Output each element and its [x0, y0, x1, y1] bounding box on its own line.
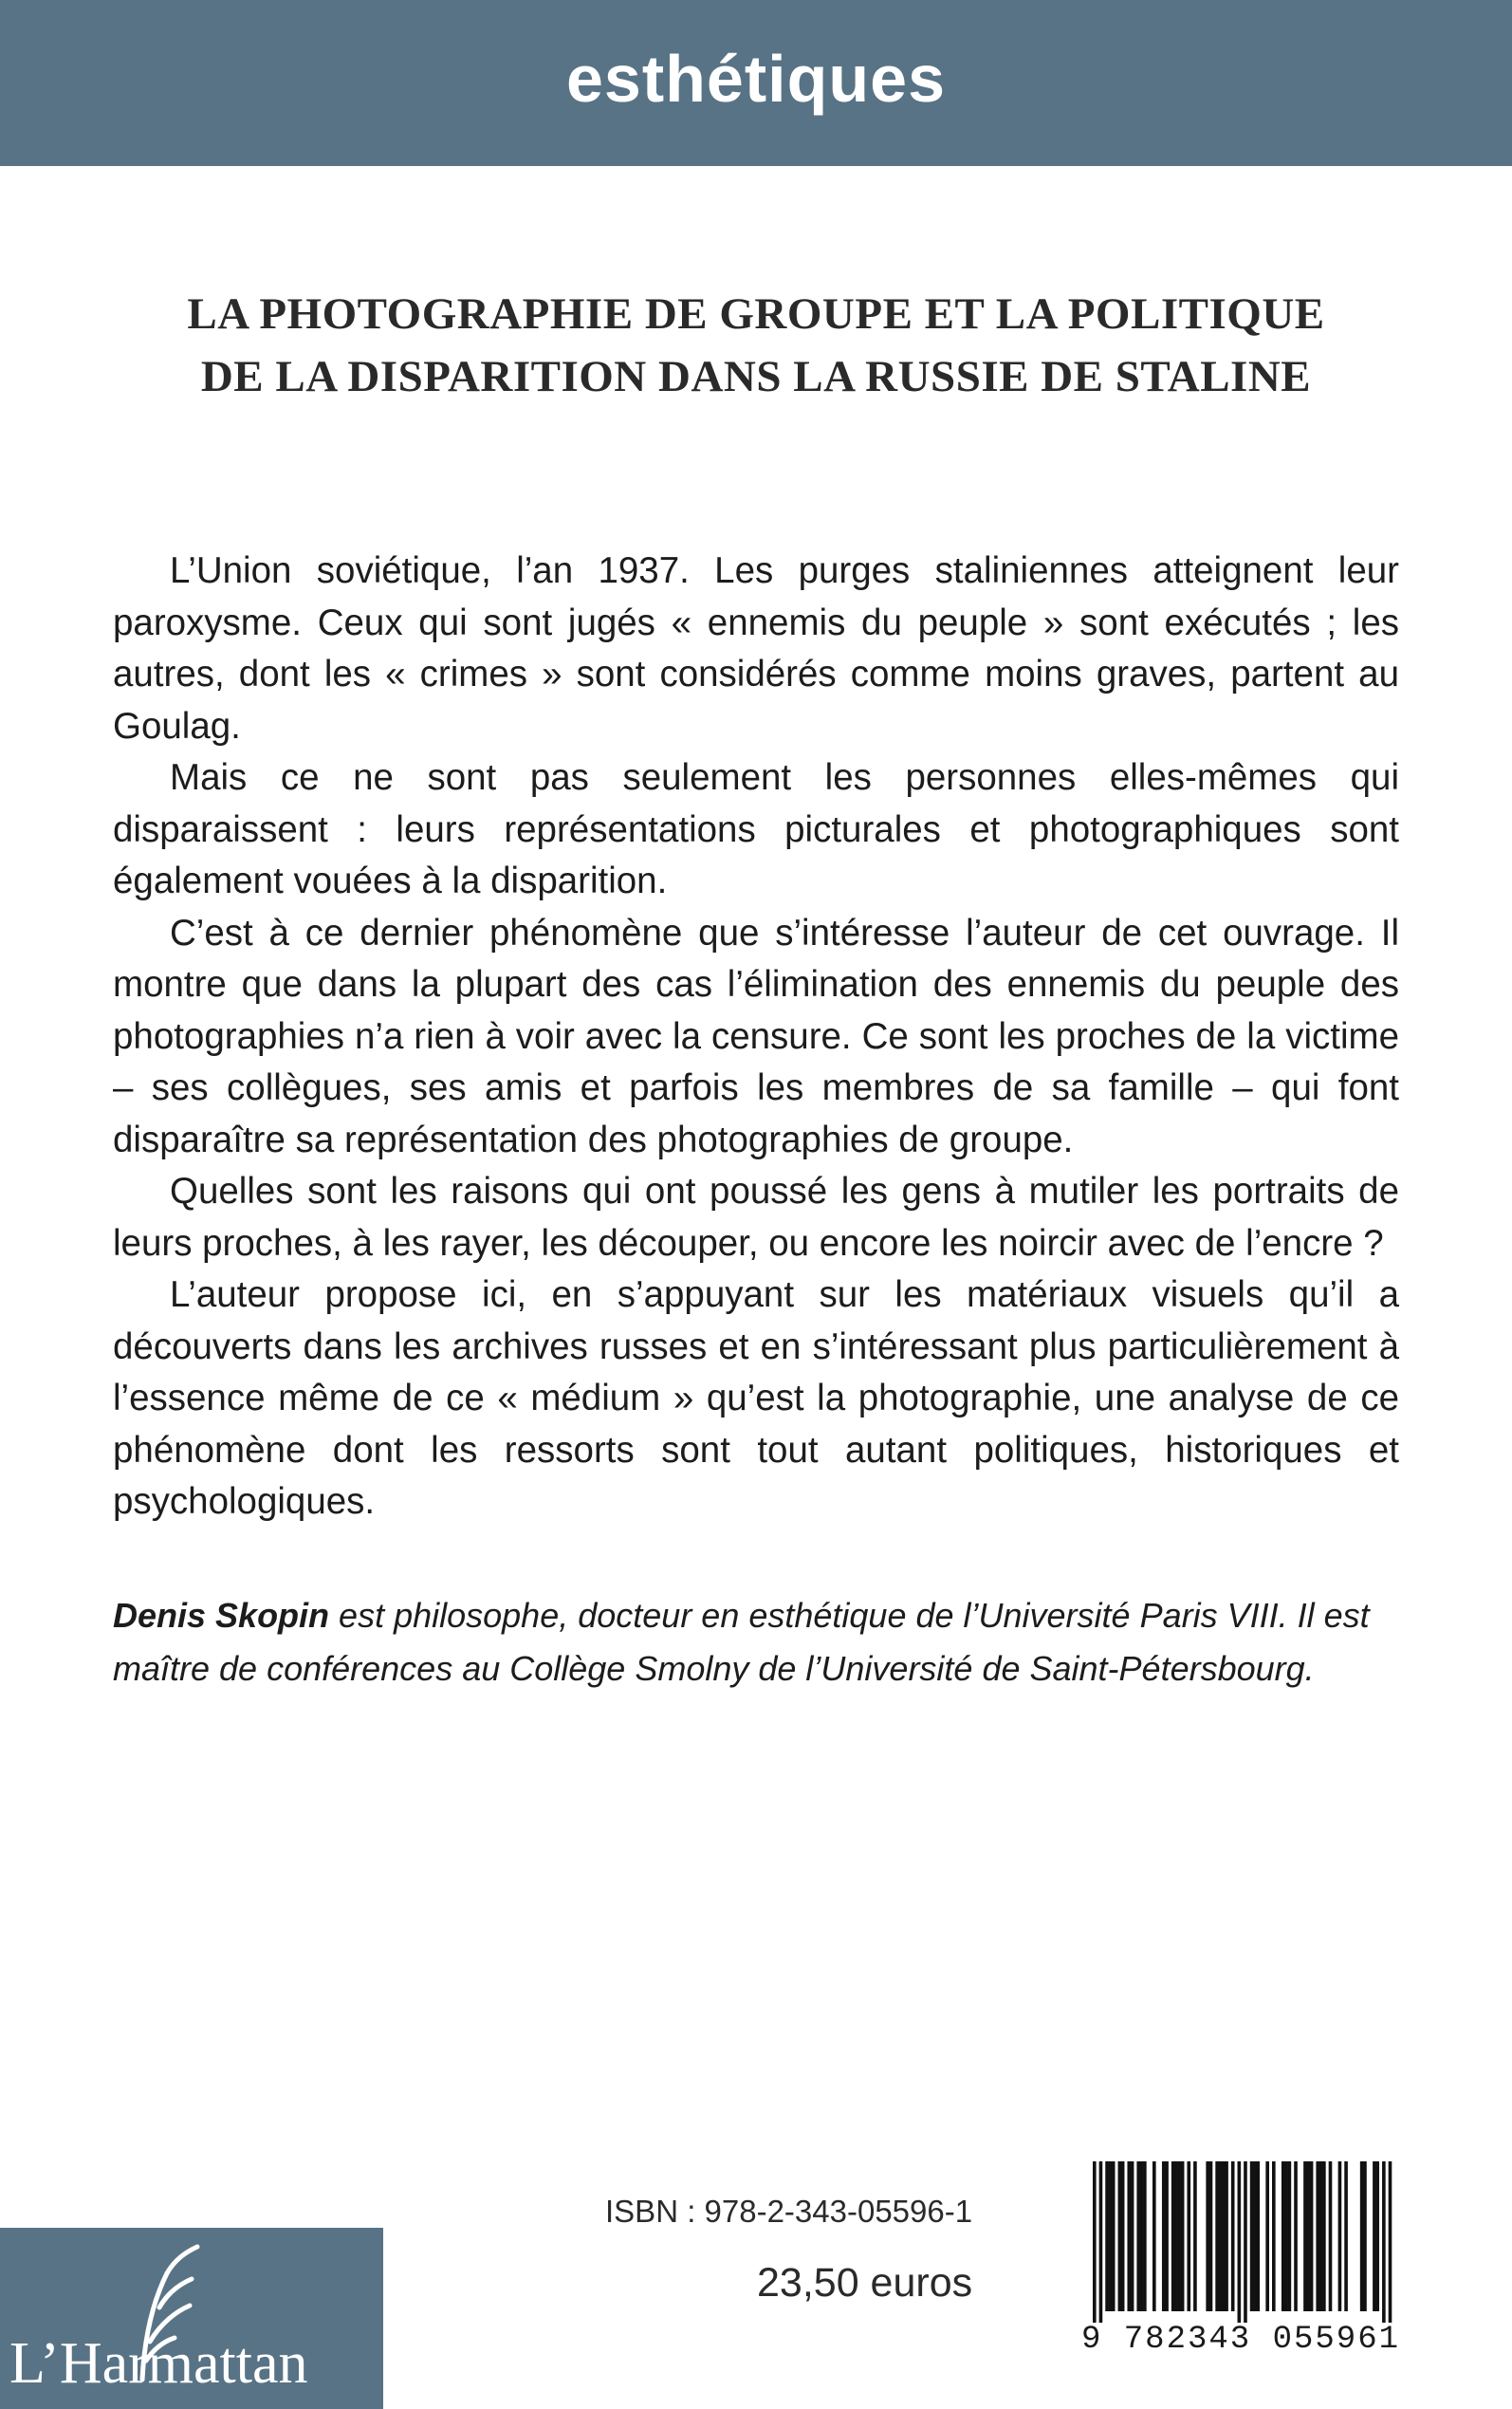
- barcode-bar: [1215, 2161, 1219, 2311]
- barcode-bar: [1109, 2161, 1113, 2311]
- barcode-bar: [1165, 2161, 1169, 2311]
- barcode-digits: 9 782343 055961: [1080, 2322, 1401, 2355]
- summary-paragraph: Mais ce ne sont pas seulement les personnes elles-mêmes qui disparaissent : leurs représentations picturales et photographiques sont également vouées à la disparition.: [113, 757, 1399, 901]
- barcode-bar: [1187, 2161, 1190, 2311]
- barcode-bar: [1118, 2161, 1122, 2311]
- barcode-bar: [1206, 2161, 1209, 2311]
- barcode-bar: [1282, 2161, 1285, 2311]
- barcode-bar: [1253, 2161, 1257, 2311]
- publisher-logo: [0, 2228, 383, 2409]
- barcode-bar: [1193, 2161, 1197, 2311]
- barcode-bar: [1093, 2161, 1097, 2323]
- summary-paragraph: C’est à ce dernier phénomène que s’intéresse l’auteur de cet ouvrage. Il montre que dans la plupart des cas l’élimination des ennemis du peuple des photographies n’a rien à voir avec la censure. Ce sont les proches de la victime – ses collègues, ses amis et parfois les membres de sa famille – qui font disparaître sa représentation des photographies de groupe.: [113, 912, 1399, 1160]
- barcode-bar: [1099, 2161, 1103, 2323]
- barcode-bar: [1131, 2161, 1134, 2311]
- barcode-bar: [1284, 2161, 1288, 2311]
- barcode-bar: [1140, 2161, 1144, 2311]
- summary-text: [113, 546, 1399, 1529]
- isbn: ISBN : 978-2-343-05596-1: [605, 2194, 973, 2229]
- book-title: [114, 283, 1398, 408]
- author-name: Denis Skopin: [113, 1596, 330, 1635]
- barcode-bar: [1344, 2161, 1348, 2311]
- barcode-bar: [1238, 2161, 1242, 2323]
- author-bio-text: est philosophe, docteur en esthétique de l’Université Paris VIII. Il est maître de conférences au Collège Smolny de l’Université de Saint-Pétersbourg.: [113, 1596, 1370, 1688]
- barcode-bar: [1319, 2161, 1323, 2311]
- series-title: esthétiques: [566, 41, 946, 116]
- barcode-svg: [1079, 2158, 1401, 2355]
- barcode-bar: [1256, 2161, 1260, 2311]
- barcode-bar: [1250, 2161, 1254, 2311]
- book-title-line-2: DE LA DISPARITION DANS LA RUSSIE DE STALINE: [200, 352, 1312, 401]
- barcode-bar: [1373, 2161, 1376, 2311]
- barcode-bar: [1162, 2161, 1166, 2311]
- barcode-bar: [1288, 2161, 1292, 2311]
- barcode-bar: [1152, 2161, 1156, 2311]
- barcode-bar: [1181, 2161, 1185, 2311]
- barcode-bar: [1310, 2161, 1314, 2311]
- barcode-bar: [1225, 2161, 1228, 2311]
- barcode-bar: [1244, 2161, 1247, 2323]
- barcode-bar: [1272, 2161, 1276, 2311]
- series-header-band: [0, 0, 1512, 166]
- summary-paragraph: Quelles sont les raisons qui ont poussé les gens à mutiler les portraits de leurs proches, à les rayer, les découper, ou encore les noircir avec de l’encre ?: [113, 1171, 1399, 1264]
- barcode-bar: [1375, 2161, 1379, 2311]
- barcode-bar: [1209, 2161, 1213, 2311]
- barcode-bar: [1105, 2161, 1109, 2311]
- author-bio: [113, 1589, 1399, 1696]
- publisher-name: L’Harmattan: [9, 2331, 308, 2396]
- barcode-bar: [1121, 2161, 1125, 2311]
- barcode-bar: [1303, 2161, 1307, 2311]
- barcode-bar: [1338, 2161, 1342, 2311]
- barcode-bar: [1174, 2161, 1178, 2311]
- barcode-bar: [1127, 2161, 1131, 2311]
- barcode-bar: [1382, 2161, 1386, 2323]
- barcode: [1079, 2158, 1401, 2355]
- barcode-bar: [1306, 2161, 1310, 2311]
- barcode-bar: [1136, 2161, 1140, 2311]
- price: 23,50 euros: [757, 2260, 973, 2306]
- summary-paragraph: L’Union soviétique, l’an 1937. Les purges staliniennes atteignent leur paroxysme. Ceux qui sont jugés « ennemis du peuple » sont exécutés ; les autres, dont les « crimes » sont considérés comme moins graves, partent au Goulag.: [113, 550, 1399, 747]
- barcode-bar: [1389, 2161, 1392, 2323]
- barcode-bar: [1322, 2161, 1326, 2311]
- barcode-bar: [1222, 2161, 1226, 2311]
- barcode-bar: [1265, 2161, 1269, 2311]
- barcode-bar: [1329, 2161, 1333, 2311]
- barcode-bar: [1363, 2161, 1367, 2311]
- summary-paragraph: L’auteur propose ici, en s’appuyant sur les matériaux visuels qu’il a découverts dans les archives russes et en s’intéressant plus particulièrement à l’essence même de ce « médium » qu’est la photographie, une analyse de ce phénomène dont les ressorts sont tout autant politiques, historiques et psychologiques.: [113, 1274, 1399, 1522]
- barcode-bar: [1112, 2161, 1116, 2311]
- barcode-bar: [1171, 2161, 1175, 2311]
- barcode-bar: [1360, 2161, 1364, 2311]
- barcode-bar: [1178, 2161, 1182, 2311]
- barcode-bar: [1219, 2161, 1223, 2311]
- book-title-line-1: LA PHOTOGRAPHIE DE GROUPE ET LA POLITIQUE: [187, 289, 1325, 339]
- barcode-bar: [1231, 2161, 1235, 2311]
- publisher-logo-box: [0, 2228, 383, 2409]
- barcode-bar: [1316, 2161, 1319, 2311]
- barcode-bar: [1143, 2161, 1147, 2311]
- barcode-bar: [1294, 2161, 1298, 2311]
